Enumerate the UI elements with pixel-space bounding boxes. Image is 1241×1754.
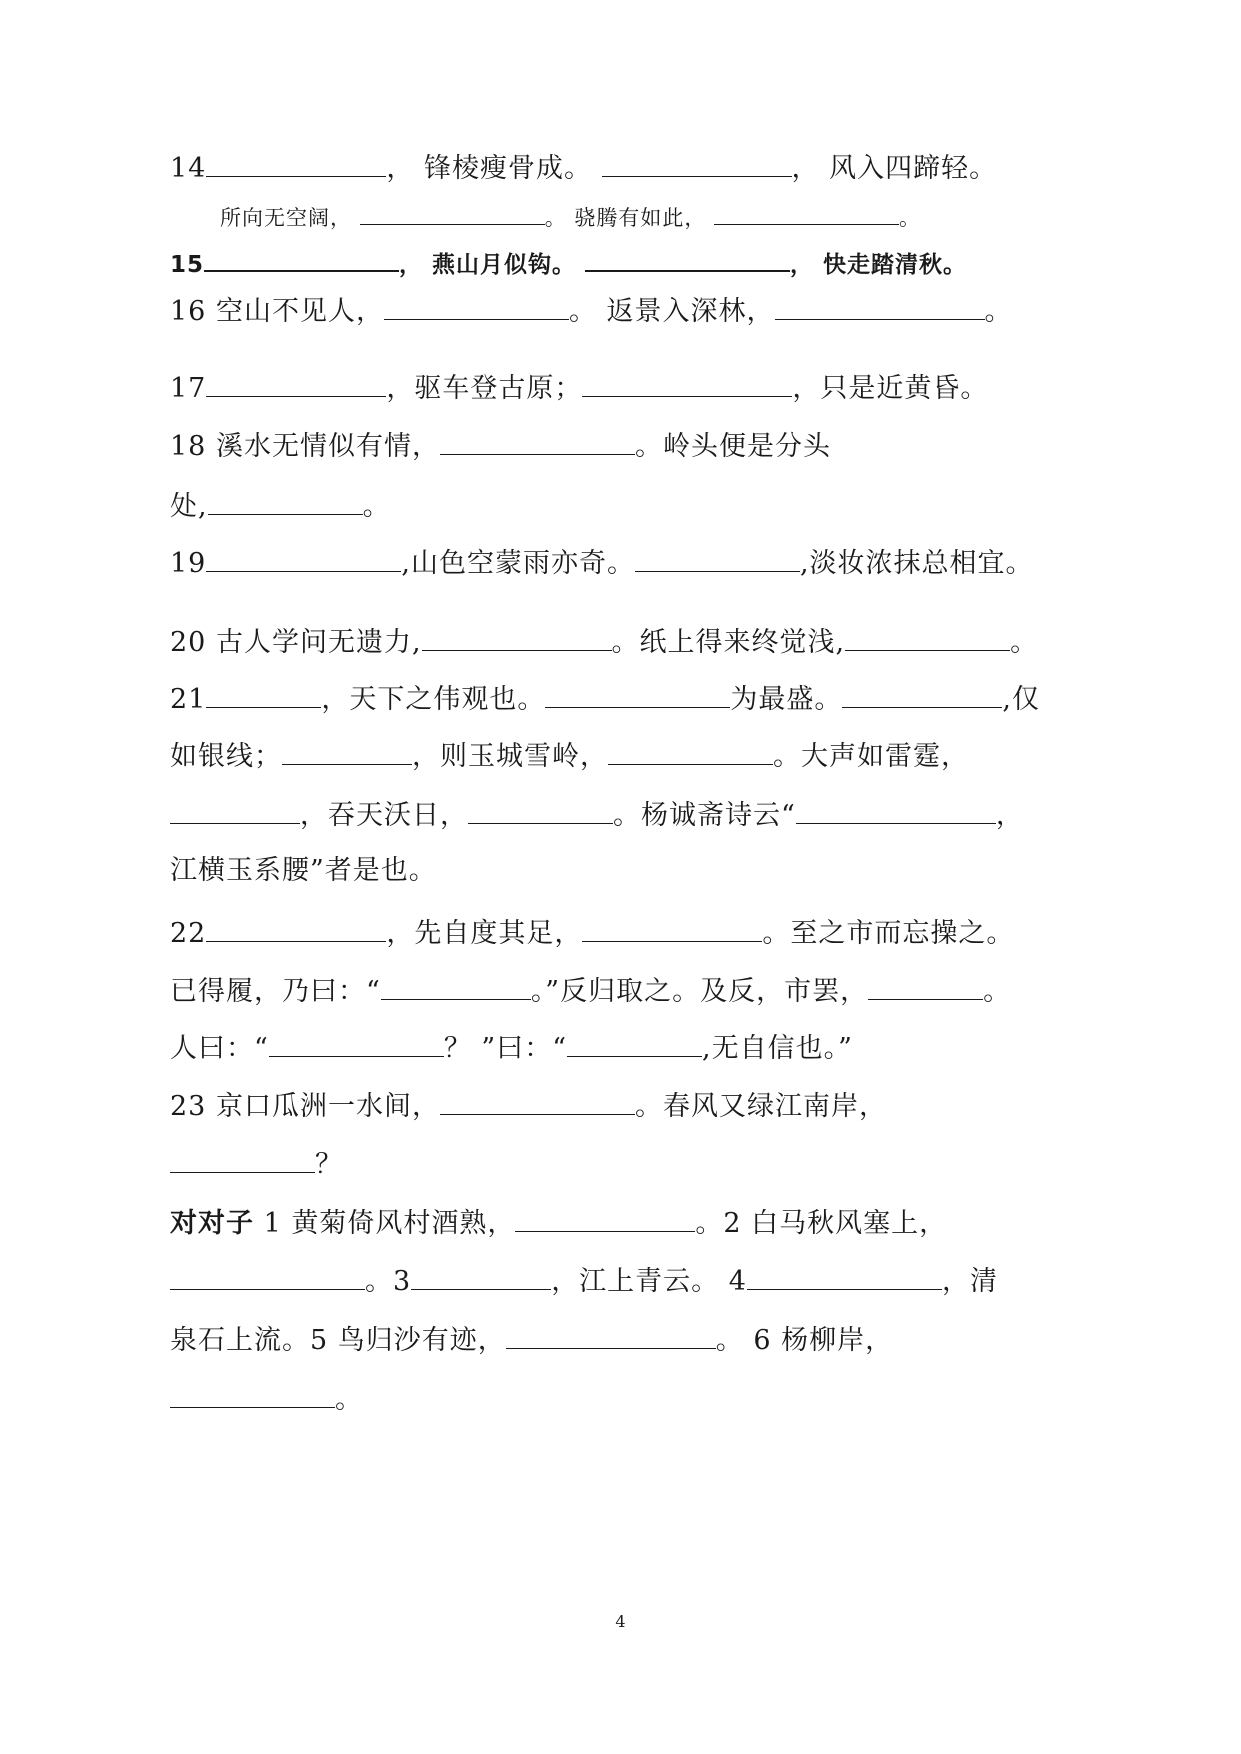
line-text: ，吞天沃日， [300,800,468,831]
answer-blank[interactable] [206,677,321,708]
answer-blank[interactable] [384,289,569,320]
line-text: ，江上青云。 4 [551,1266,747,1297]
answer-blank[interactable] [170,1377,335,1408]
line-text: ，驱车登古原； [386,373,583,404]
answer-blank[interactable] [206,146,386,177]
question-line [170,620,1038,663]
line-text: 如银线； [170,741,282,772]
line-text: ， 快走踏清秋。 [790,252,968,278]
line-text: ，先自度其足， [386,918,583,949]
question-line [170,1318,893,1361]
answer-blank[interactable] [868,969,983,1000]
answer-blank[interactable] [411,1259,551,1290]
question-line [170,851,437,891]
line-text: 。 6 杨柳岸， [715,1325,894,1356]
answer-blank[interactable] [206,911,386,942]
line-text: ， 锋棱瘦骨成。 [386,153,602,184]
question-line [170,1026,853,1069]
answer-blank[interactable] [468,793,613,824]
line-text: 23 京口瓜洲一水间， [170,1091,440,1122]
question-line [170,541,1034,584]
question-line [220,194,921,238]
line-text: ？ [315,1149,343,1180]
answer-blank[interactable] [567,1026,702,1057]
line-text: ,仅 [1002,684,1040,715]
line-text: 。岭头便是分头 [634,431,831,462]
answer-blank[interactable] [360,194,545,225]
answer-blank[interactable] [204,240,399,272]
line-text: 1 黄菊倚风村酒熟， [254,1208,516,1239]
answer-blank[interactable] [747,1259,942,1290]
question-line [170,484,391,527]
answer-blank[interactable] [775,289,985,320]
line-text: 。春风又绿江南岸， [634,1091,887,1122]
line-text: ， 燕山月似钩。 [399,252,586,278]
question-line [170,1377,363,1420]
answer-blank[interactable] [635,541,800,572]
line-text: 。纸上得来终觉浅, [611,627,846,658]
answer-blank[interactable] [422,620,612,651]
answer-blank[interactable] [208,484,363,515]
line-text: ， [995,800,1024,831]
answer-blank[interactable] [206,541,401,572]
line-text: 21 [170,684,207,715]
line-text: ，清 [941,1266,998,1297]
line-text: 为最盛。 [730,684,843,715]
question-line [170,969,1011,1012]
line-text: ，只是近黄昏。 [792,373,989,404]
line-text: ， 风入四蹄轻。 [791,153,998,184]
line-text: 。至之市而忘操之。 [762,918,1015,949]
answer-blank[interactable] [282,734,412,765]
line-text: ,山色空蒙雨亦奇。 [401,548,635,579]
answer-blank[interactable] [602,146,792,177]
question-line [170,1142,343,1185]
line-text: ,无自信也。” [702,1033,853,1064]
question-line [170,911,1014,954]
line-text: 。 骁腾有如此， [544,206,715,230]
question-line [170,1084,887,1127]
line-text: 14 [170,153,207,184]
line-text: 18 溪水无情似有情， [170,431,440,462]
line-text: 。3 [365,1266,412,1297]
line-text: 江横玉系腰”者是也。 [170,855,437,886]
answer-blank[interactable] [170,1259,365,1290]
question-line [170,146,997,189]
answer-blank[interactable] [545,677,730,708]
line-text: 已得履，乃曰：“ [170,976,381,1007]
question-line [170,366,988,409]
line-text: 对对子 [170,1208,254,1239]
line-text: 。 返景入深林， [568,296,775,327]
question-line [170,677,1040,720]
line-text: 20 古人学问无遗力, [170,627,422,658]
answer-blank[interactable] [381,969,531,1000]
line-text: 处, [170,491,208,522]
answer-blank[interactable] [506,1318,716,1349]
question-line [170,240,967,285]
line-text: 所向无空阔， [220,206,360,230]
line-text: 。 [335,1384,363,1415]
line-text: 22 [170,918,207,949]
answer-blank[interactable] [170,793,300,824]
page-number: 4 [615,1612,626,1631]
line-text: 16 空山不见人， [170,296,384,327]
answer-blank[interactable] [585,240,790,272]
answer-blank[interactable] [440,424,635,455]
answer-blank[interactable] [206,366,386,397]
line-text: 。 [984,296,1013,327]
answer-blank[interactable] [515,1201,695,1232]
line-text: 15 [170,252,205,278]
answer-blank[interactable] [582,366,792,397]
line-text: 。大声如雷霆， [773,741,969,772]
line-text: 19 [170,548,207,579]
answer-blank[interactable] [796,793,996,824]
line-text: 。 [1010,627,1039,658]
line-text: 泉石上流。5 鸟归沙有迹， [170,1325,506,1356]
answer-blank[interactable] [440,1084,635,1115]
question-line [170,289,1013,332]
line-text: 。杨诚斋诗云“ [613,800,796,831]
answer-blank[interactable] [582,911,762,942]
answer-blank[interactable] [845,620,1010,651]
line-text: 。2 白马秋风塞上， [695,1208,948,1239]
question-line [170,793,1024,836]
line-text: 。 [983,976,1012,1007]
line-text: 。 [899,206,922,230]
answer-blank[interactable] [608,734,773,765]
question-line [170,1259,998,1302]
line-text: 人曰：“ [170,1033,269,1064]
line-text: 。 [362,491,391,522]
question-line [170,734,969,777]
line-text: 。”反归取之。及反，市罢， [530,976,869,1007]
answer-blank[interactable] [170,1142,315,1173]
line-text: ，则玉城雪岭， [412,741,608,772]
line-text: 17 [170,373,207,404]
line-text: ,淡妆浓抹总相宜。 [799,548,1034,579]
answer-blank[interactable] [842,677,1002,708]
line-text: ？ ”曰：“ [443,1033,568,1064]
answer-blank[interactable] [714,194,899,225]
question-line [170,424,831,467]
answer-blank[interactable] [269,1026,444,1057]
question-line [170,1201,947,1244]
line-text: ，天下之伟观也。 [321,684,546,715]
